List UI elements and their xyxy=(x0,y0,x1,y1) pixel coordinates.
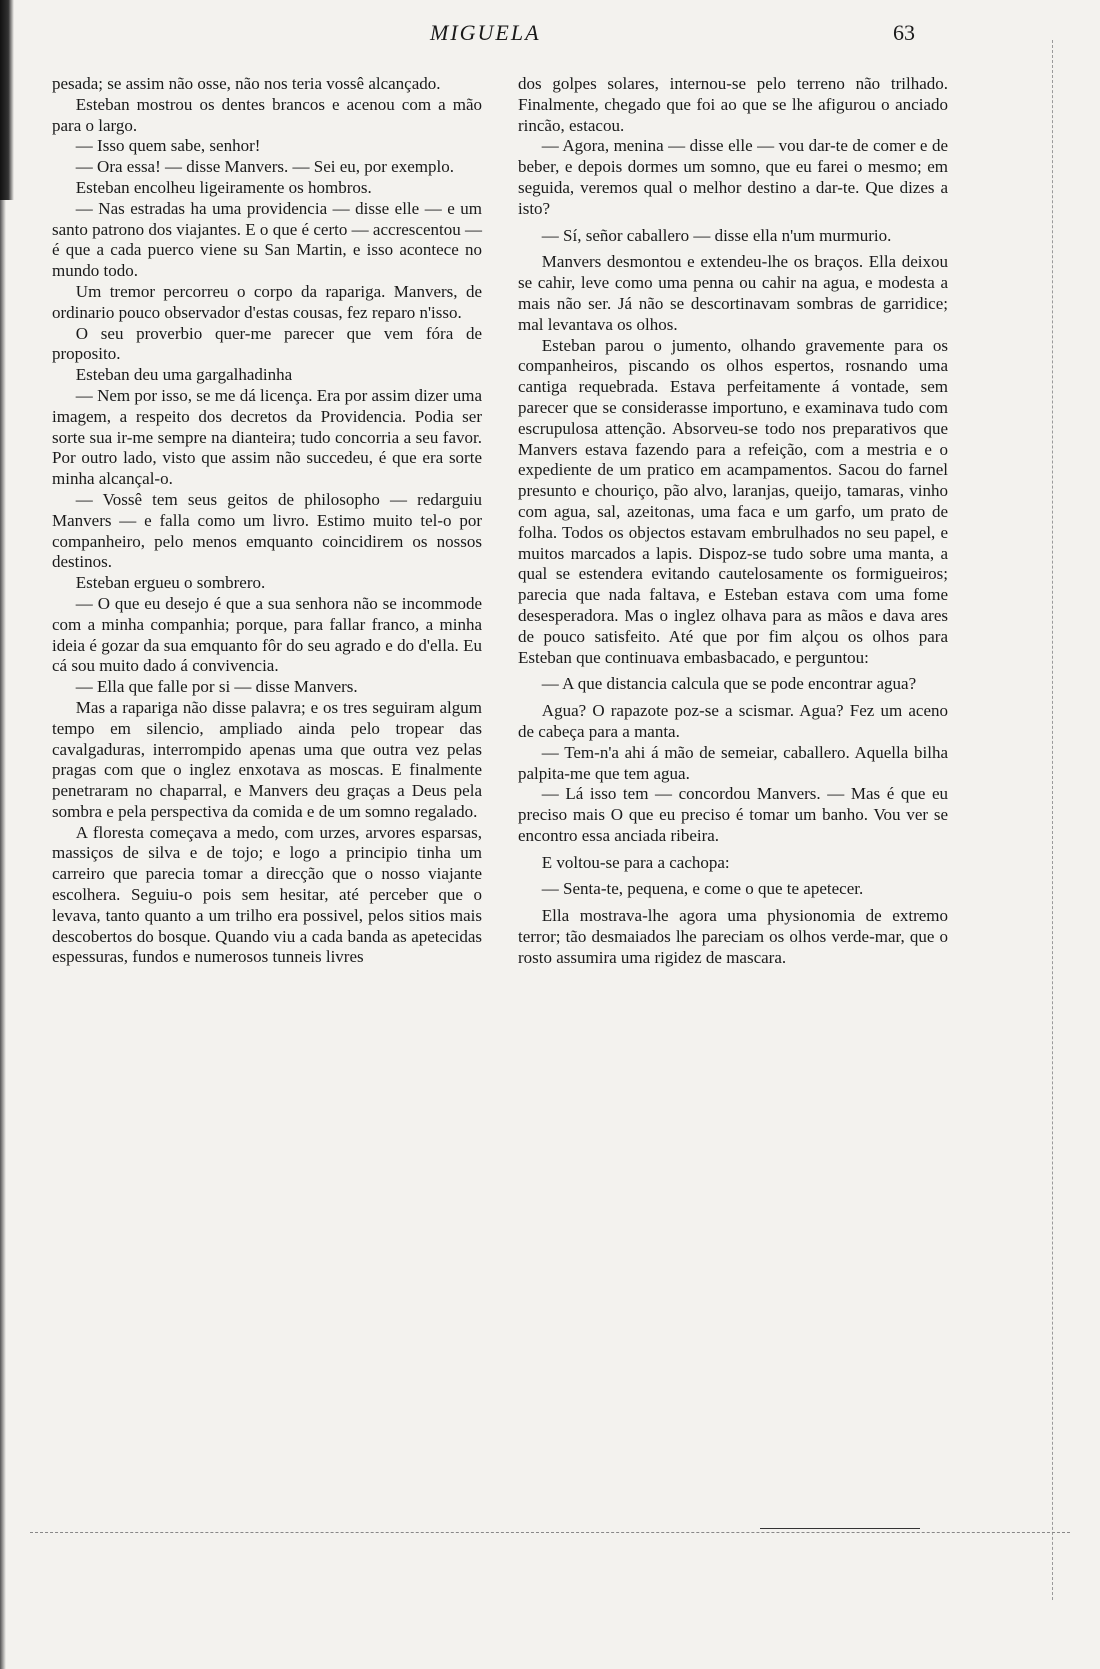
paragraph: Um tremor percorreu o corpo da rapariga. Manvers, de ordinario pouco observador d'estas cousas, fez reparo n'isso. xyxy=(52,281,482,322)
paragraph: Esteban deu uma gargalhadinha xyxy=(75,365,293,385)
paragraph: pesada; se assim não osse, não nos teria vossê alcançado. xyxy=(52,74,441,93)
paragraph: O seu proverbio quer-me parecer que vem fóra de proposito. xyxy=(52,323,482,364)
paragraph: Esteban parou o jumento, olhando gravemente para os companheiros, piscando os olhos espertos, rosnando uma cantiga requebrada. Estava perfeitamente á vontade, sem parecer que se considerasse importuno, e examinava tudo com escrupulosa attenção. Absorveu-se todo nos preparativos que Manvers estava fazendo para a refeição, com a mestria e o expediente de um pratico em acampamentos. Sacou do farnel presunto e chouriço, pão alvo, laranjas, queijo, tamaras, vinho com agua, sal, azeitonas, uma faca e um garfo, um prato de folha. Todos os objectos estavam embrulhados no seu papel, e muitos marcados a lapis. Dispoz-se tudo sobre uma manta, a qual se estendera evitando cautelosamente os formigueiros; parecia que nada faltava, e Esteban estava com uma fome desesperadora. Mas o inglez olhava para as mãos e dava ares de pouco satisfeito. Até que por fim alçou os olhos para Esteban que continuava embasbacado, e perguntou: xyxy=(518,335,948,667)
paragraph: — Vossê tem seus geitos de philosopho — redarguiu Manvers — e falla como um livro. Estimo muito tel-o por companheiro, pelo menos emquanto coincidirem os nossos destinos. xyxy=(52,489,482,572)
paragraph: — Ora essa! — disse Manvers. — Sei eu, por exemplo. xyxy=(75,157,454,177)
paragraph: — Ella que falle por si — disse Manvers. xyxy=(75,677,358,697)
page-header xyxy=(0,20,1100,52)
right-column xyxy=(518,74,948,969)
paragraph: Agua? O rapazote poz-se a scismar. Agua? Fez um aceno de cabeça para a manta. xyxy=(518,701,948,741)
book-spine-edge xyxy=(0,200,6,1669)
paragraph: Ella mostrava-lhe agora uma physionomia de extremo terror; tão desmaiados lhe pareciam os olhos verde-mar, que o rosto assumira uma rigidez de mascara. xyxy=(518,906,948,967)
paragraph: dos golpes solares, internou-se pelo terreno não trilhado. Finalmente, chegado que foi ao que se lhe afigurou o anciado rincão, estacou. xyxy=(518,74,948,135)
paragraph: — Nas estradas ha uma providencia — disse elle — e um santo patrono dos viajantes. E o que é certo — accrescentou — é que a cada puerco viene su San Martin, e isso acontece no mundo todo. xyxy=(52,198,482,281)
footer-dashed-rule xyxy=(30,1532,1070,1534)
page-edge-rule xyxy=(1052,40,1054,1600)
paragraph: A floresta começava a medo, com urzes, arvores esparsas, massiços de silva e de tojo; e logo a principio tinha um carreiro que parecia tomar a direcção que o nosso viajante escolhera. Seguiu-o pois sem hesitar, até perceber que o levava, tanto quanto a um trilho era possivel, pelos sitios mais descobertos do bosque. Quando viu a cada banda as apetecidas espessuras, fundos e numerosos tunneis livres xyxy=(52,822,482,967)
paragraph: Esteban ergueu o sombrero. xyxy=(75,573,266,593)
paragraph: Manvers desmontou e extendeu-lhe os braços. Ella deixou se cahir, leve como uma penna ou cahir na agua, e modesta a mais não ser. Já não se descortinavam sombras de garridice; mal levantava os olhos. xyxy=(518,252,948,334)
paragraph: — O que eu desejo é que a sua senhora não se incommode com a minha companhia; porque, para fallar franco, a minha ideia é gozar da sua emquanto fôr do seu agrado e do d'ella. Eu cá sou muito dado á convivencia. xyxy=(52,593,482,676)
paragraph: — Agora, menina — disse elle — vou dar-te de comer e de beber, e depois dormes um somno, que eu farei o mesmo; em seguida, veremos qual o melhor destino a dar-te. Que dizes a isto? xyxy=(518,136,948,218)
paragraph: — Senta-te, pequena, e come o que te apetecer. xyxy=(541,879,864,899)
paragraph: — Tem-n'a ahi á mão de semeiar, caballero. Aquella bilha palpita-me que tem agua. xyxy=(518,742,948,783)
running-title: MIGUELA xyxy=(430,20,541,45)
paragraph: Esteban mostrou os dentes brancos e acenou com a mão para o largo. xyxy=(52,94,482,135)
paragraph: — A que distancia calcula que se pode encontrar agua? xyxy=(541,674,917,694)
footer-rule xyxy=(760,1528,920,1530)
paragraph: E voltou-se para a cachopa: xyxy=(541,852,730,872)
paragraph: Esteban encolheu ligeiramente os hombros. xyxy=(75,177,372,197)
paragraph: — Nem por isso, se me dá licença. Era por assim dizer uma imagem, a respeito dos decretos da Providencia. Podia ser sorte sua ir-me sempre na dianteira; tudo concorria a seu favor. Por outro lado, visto que assim não succedeu, é que era sorte minha alcançal-o. xyxy=(52,385,482,489)
paragraph: — Sí, señor caballero — disse ella n'um murmurio. xyxy=(541,225,892,245)
page-number: 63 xyxy=(893,20,915,45)
paragraph: Mas a rapariga não disse palavra; e os tres seguiram algum tempo em silencio, ampliado ainda pelo tropear das cavalgaduras, interrompido apenas uma que outra vez pelas pragas com que o inglez enxotava as moscas. E finalmente penetraram no chaparral, e Manvers deu graças a Deus pela sombra e pela perspectiva da comida e de um somno regalado. xyxy=(52,697,482,821)
paragraph: — Isso quem sabe, senhor! xyxy=(75,136,261,156)
paragraph: — Lá isso tem — concordou Manvers. — Mas é que eu preciso mais O que eu preciso é tomar um banho. Vou ver se encontro essa anciada ribeira. xyxy=(518,784,948,845)
left-column xyxy=(52,74,482,968)
